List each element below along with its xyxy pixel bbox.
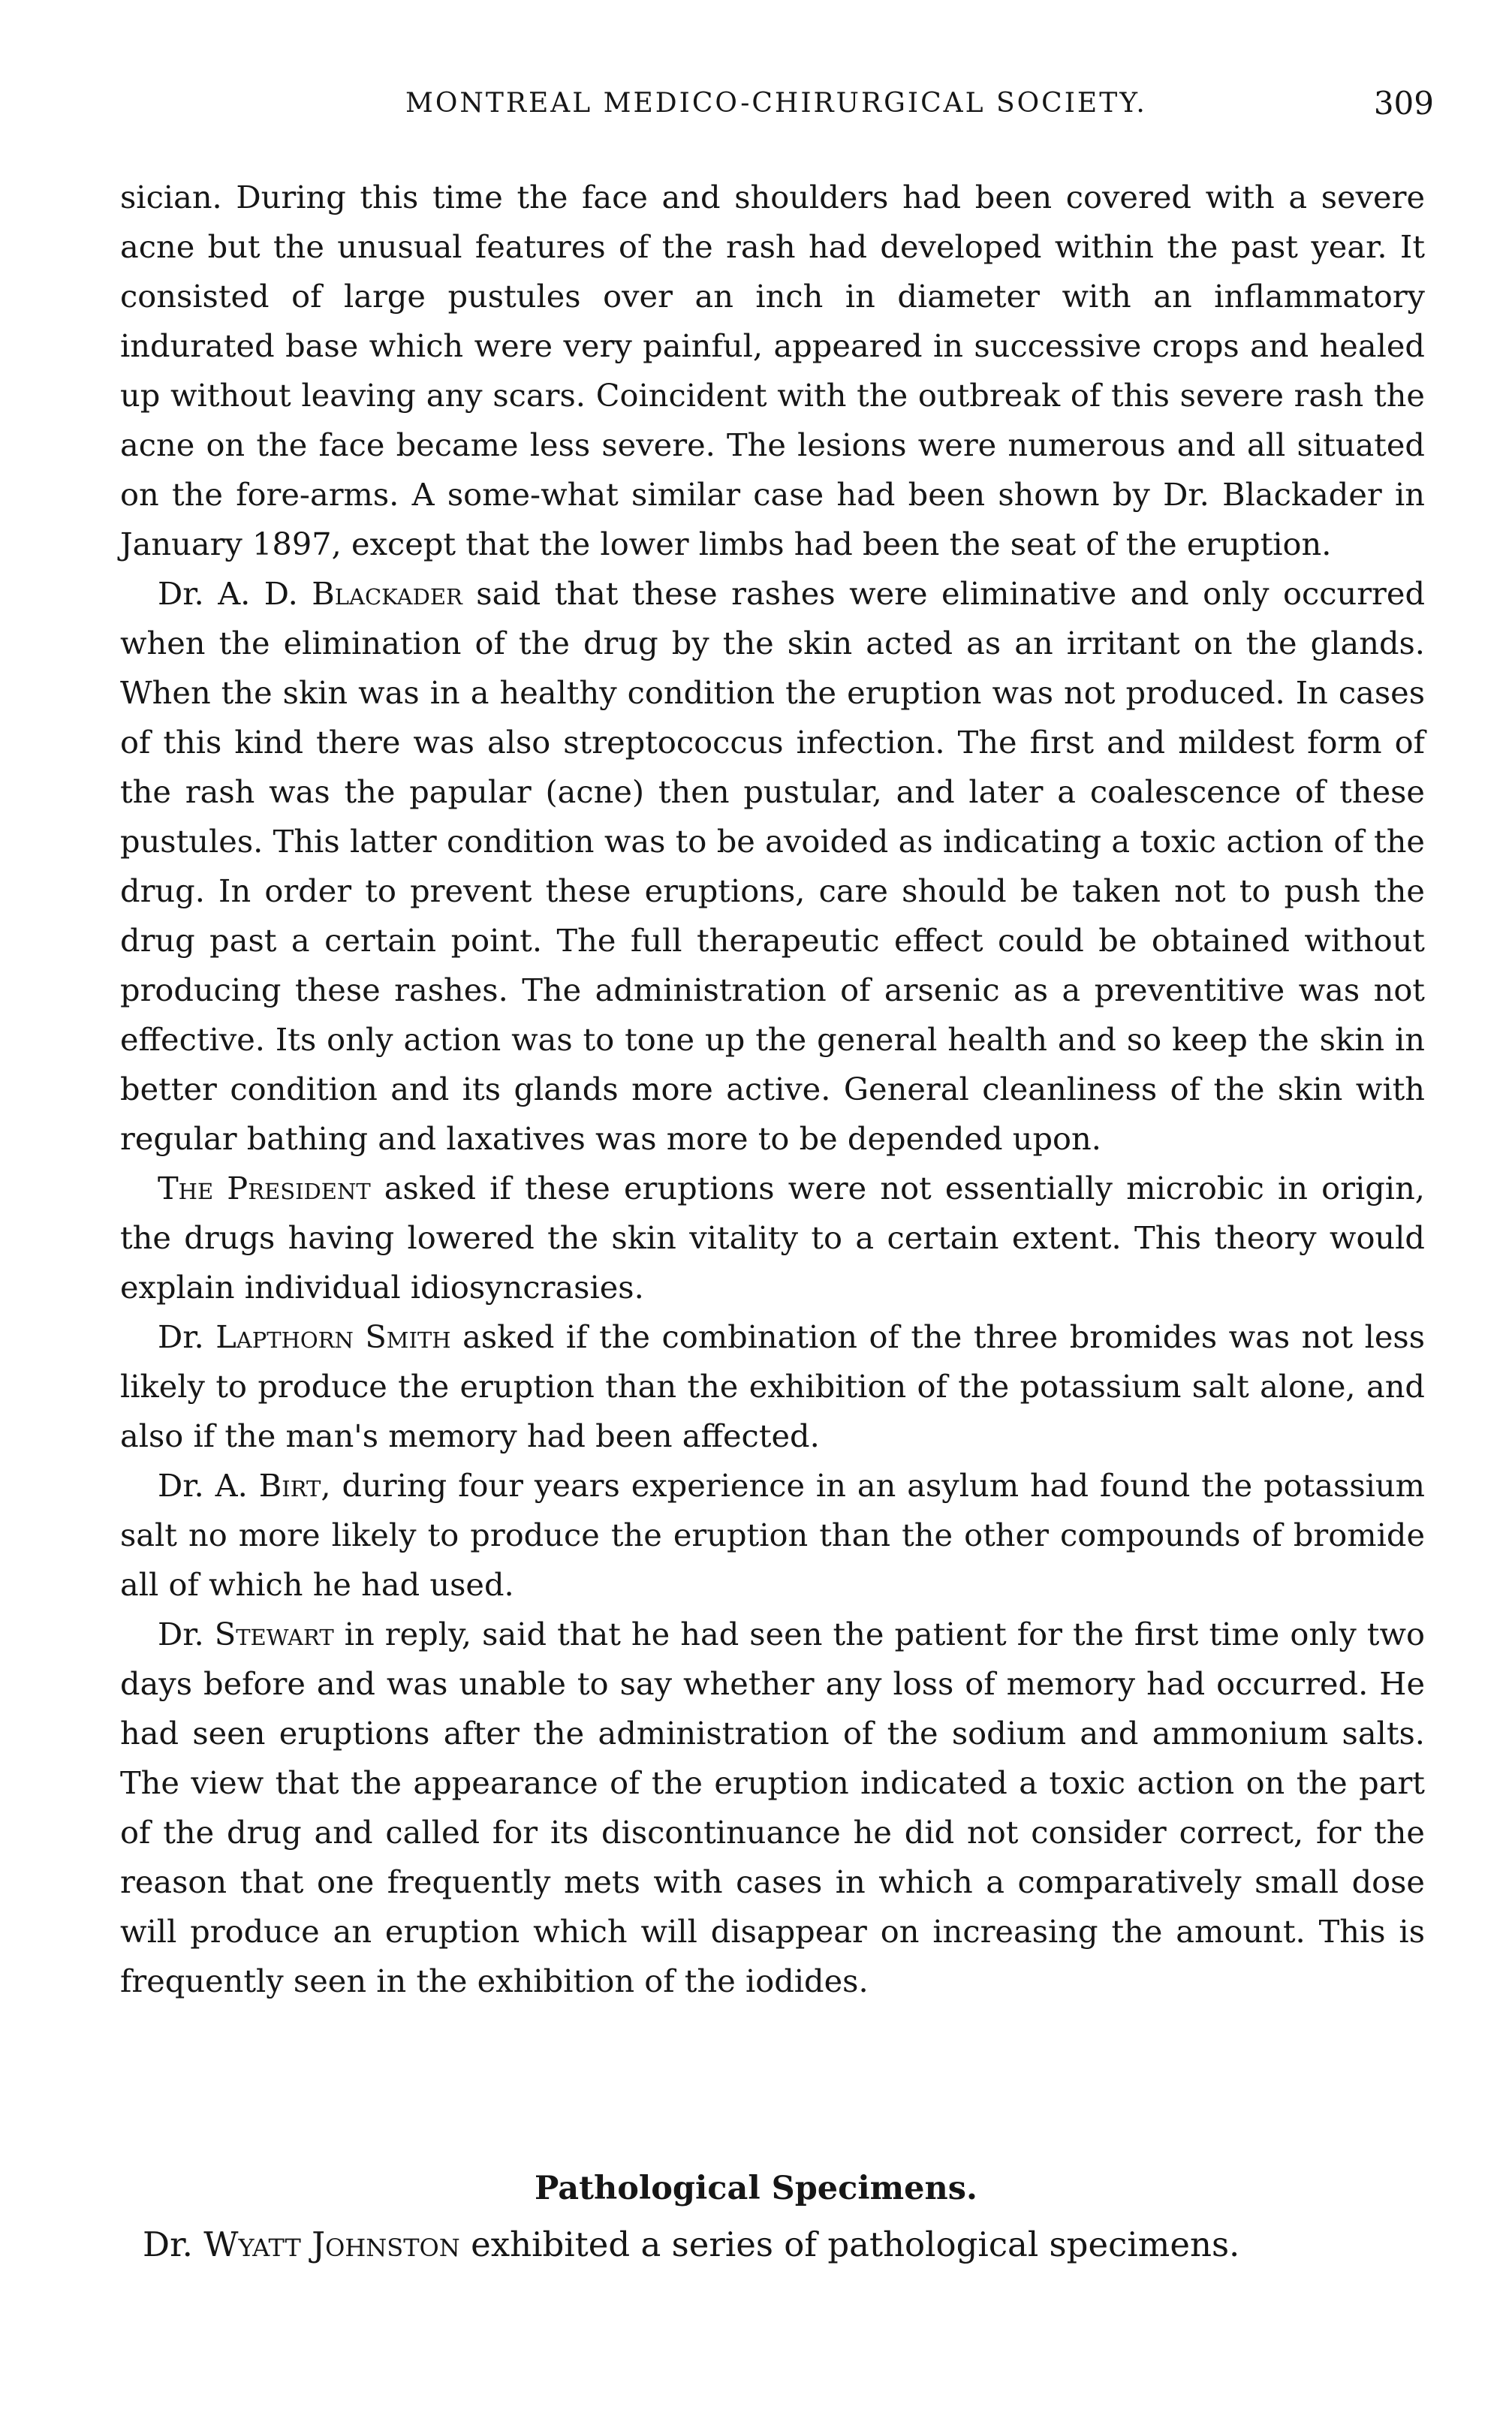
paragraph-president — [120, 1164, 1425, 1312]
paragraph-continuation: sician. During this time the face and shoulders had been covered with a severe acne but the unusual features of the rash had developed within the past year. It consisted of large pustules over an inch in diameter with an inflammatory indurated base which were very painful, appeared in successive crops and healed up without leaving any scars. Coincident with the outbreak of this severe rash the acne on the face became less severe. The lesions were numerous and all situated on the fore-arms. A some-what similar case had been shown by Dr. Blackader in January 1897, except that the lower limbs had been the seat of the eruption. — [120, 179, 1425, 562]
speaker-name: Wyatt Johnston — [203, 2225, 460, 2264]
paragraph-text: in reply, said that he had seen the patient for the first time only two days before and was unable to say whether any loss of memory had occurred. He had seen eruptions after the administration of the sodium and ammonium salts. The view that the appearance of the eruption indicated a toxic action on the part of the drug and called for its discontinuance he did not consider correct, for the reason that one frequently mets with cases in which a comparatively small dose will produce an eruption which will disappear on increasing the amount. This is frequently seen in the exhibition of the iodides. — [120, 1616, 1425, 1999]
page-number: 309 — [1373, 85, 1434, 122]
speaker-name: Lapthorn Smith — [215, 1318, 451, 1355]
speaker-prefix: Dr. — [143, 2225, 204, 2264]
paragraph-wyatt-johnston — [143, 2219, 1425, 2271]
paragraph-stewart — [120, 1610, 1425, 2006]
running-head: MONTREAL MEDICO-CHIRURGICAL SOCIETY. — [405, 88, 1147, 119]
speaker-name: The President — [158, 1170, 371, 1206]
paragraph-birt — [120, 1461, 1425, 1610]
paragraph-blackader — [120, 569, 1425, 1164]
speaker-name: Stewart — [214, 1616, 334, 1652]
paragraph-text: , during four years experience in an asylum had found the potassium salt no more likely to produce the eruption than the other compounds of bromide all of which he had used. — [120, 1467, 1426, 1603]
paragraph-text: asked if the combination of the three bromides was not less likely to produce the eruption than the exhibition of the potassium salt alone, and also if the man's memory had been affected. — [120, 1318, 1425, 1454]
paragraph-text: exhibited a series of pathological specimens. — [459, 2225, 1240, 2264]
speaker-name: Birt — [258, 1467, 321, 1504]
speaker-prefix: Dr. — [158, 1616, 215, 1652]
page-header — [120, 81, 1434, 126]
paragraph-text: asked if these eruptions were not essentially microbic in origin, the drugs having lowered the skin vitality to a certain extent. This theory would explain individual idiosyncrasies. — [120, 1170, 1425, 1306]
section-heading: Pathological Specimens. — [535, 2170, 977, 2207]
paragraph-text: said that these rashes were eliminative and only occurred when the elimination of the drug by the skin acted as an irritant on the glands. When the skin was in a healthy condition the eruption was not produced. In cases of this kind there was also streptococcus infection. The first and mildest form of the rash was the papular (acne) then pustular, and later a coalescence of these pustules. This latter condition was to be avoided as indicating a toxic action of the drug. In order to prevent these eruptions, care should be taken not to push the drug past a certain point. The full therapeutic effect could be obtained without producing these rashes. The administration of arsenic as a preventitive was not effective. Its only action was to tone up the general health and so keep the skin in better condition and its glands more active. General cleanliness of the skin with regular bathing and laxatives was more to be depended upon. — [120, 575, 1426, 1157]
paragraph-lapthorn-smith — [120, 1312, 1425, 1461]
body-text — [120, 173, 1425, 2006]
speaker-prefix: Dr. A. D. — [158, 575, 312, 612]
speaker-name: Blackader — [312, 575, 462, 612]
speaker-prefix: Dr. A. — [158, 1467, 259, 1504]
speaker-prefix: Dr. — [158, 1318, 216, 1355]
